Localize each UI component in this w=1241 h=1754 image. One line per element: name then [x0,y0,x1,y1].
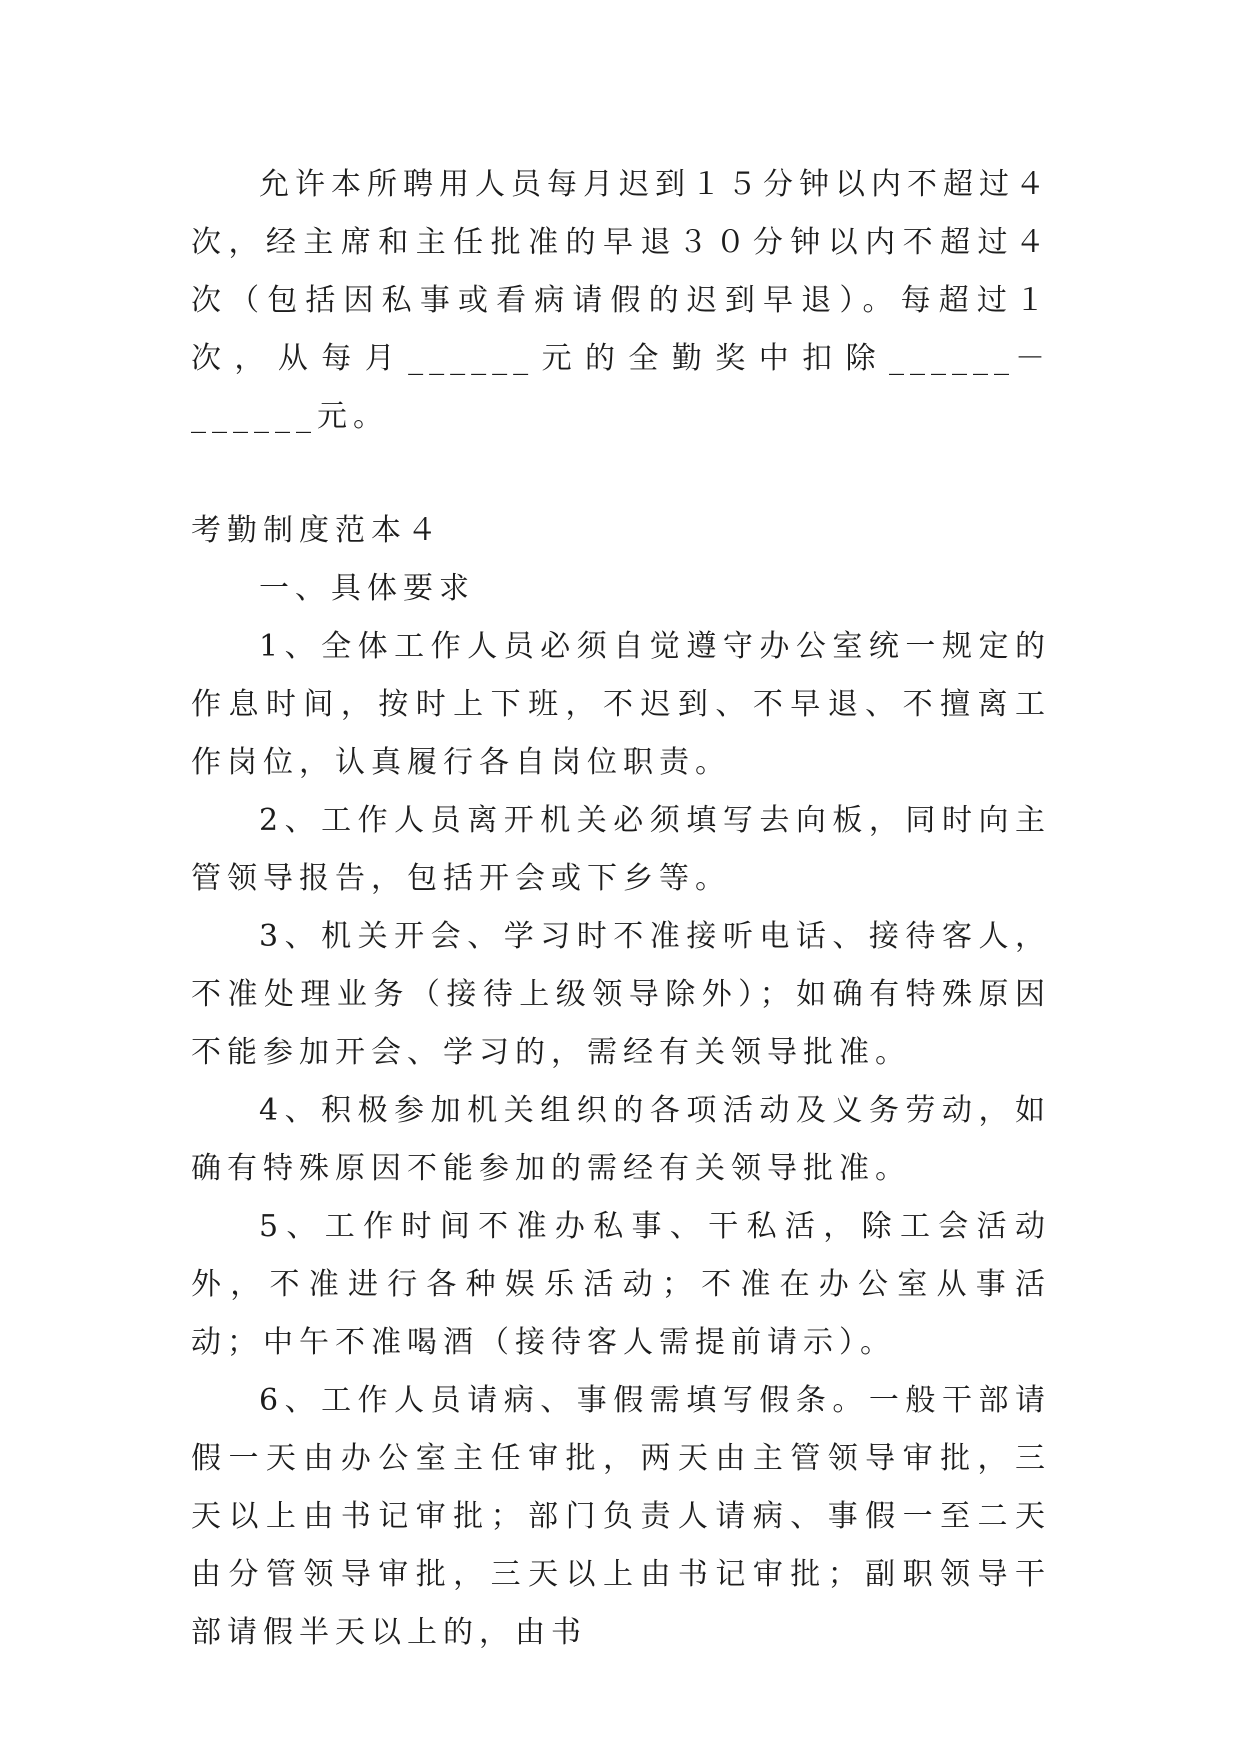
subheading: 一、具体要求 [259,571,475,606]
section-title: 考勤制度范本４ [191,513,443,548]
paragraph-attendance-rule: 允许本所聘用人员每月迟到１５分钟以内不超过４次，经主席和主任批准的早退３０分钟以内不超过４次（包括因私事或看病请假的迟到早退）。每超过１次，从每月______元的全勤奖中扣除______－______元。 [191,167,1051,434]
list-item: 6、工作人员请病、事假需填写假条。一般干部请假一天由办公室主任审批，两天由主管领导审批，三天以上由书记审批；部门负责人请病、事假一至二天由分管领导审批，三天以上由书记审批；副职领导干部请假半天以上的，由书 [191,1383,1051,1650]
list-item: 4、积极参加机关组织的各项活动及义务劳动，如确有特殊原因不能参加的需经有关领导批准。 [191,1093,1051,1186]
list-item: 1、全体工作人员必须自觉遵守办公室统一规定的作息时间，按时上下班，不迟到、不早退、不擅离工作岗位，认真履行各自岗位职责。 [191,629,1051,780]
list-item: 5、工作时间不准办私事、干私活，除工会活动外，不准进行各种娱乐活动；不准在办公室从事活动；中午不准喝酒（接待客人需提前请示）。 [191,1209,1051,1360]
document-body [191,156,1051,1662]
list-item: 2、工作人员离开机关必须填写去向板，同时向主管领导报告，包括开会或下乡等。 [191,803,1051,896]
list-item: 3、机关开会、学习时不准接听电话、接待客人，不准处理业务（接待上级领导除外）；如确有特殊原因不能参加开会、学习的，需经有关领导批准。 [191,919,1051,1070]
